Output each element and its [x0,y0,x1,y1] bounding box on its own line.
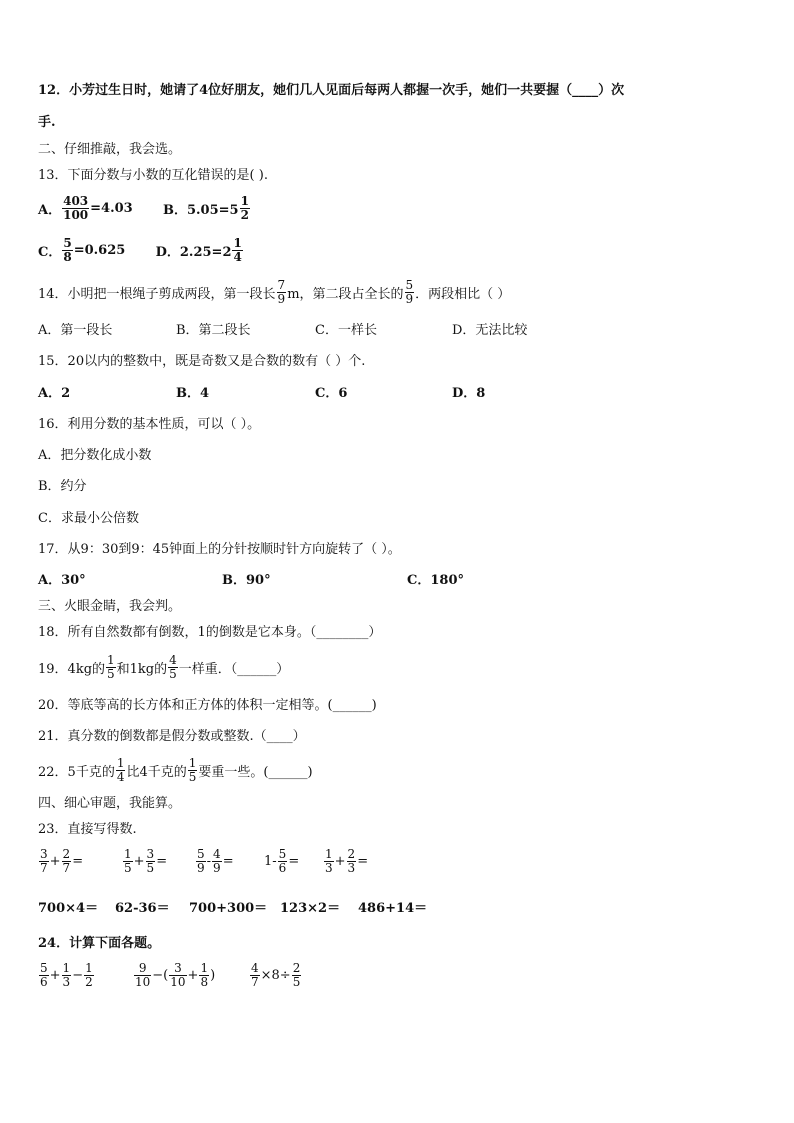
q13-option-b[interactable]: B．5.05=5 $\frac{1}{2}$ [163,194,249,222]
question-15-stem: 15．20以内的整数中，既是奇数又是合数的数有（ ）个. [38,354,366,369]
section-2-title: 二、仔细推敲，我会选。 [38,142,182,157]
q23-expr-4: 1- $\frac{5}{6}$ = [264,847,300,875]
q13-option-a[interactable]: A． $\frac{403}{100}$ =4.03 [38,194,133,222]
q17-option-a[interactable]: A．30° [38,573,86,588]
question-13-options-ab [38,195,251,222]
q14-option-b[interactable]: B．第二段长 [176,323,251,338]
q15-option-b[interactable]: B．4 [176,386,210,401]
q23-calc-5: 486+14＝ [358,901,428,916]
q16-option-b[interactable]: B．约分 [38,479,87,494]
q24-expr-1: $\frac{5}{6}$ + $\frac{1}{3}$ − $\frac{1}{2}$ [40,961,93,989]
q23-calc-2: 62-36＝ [115,901,170,916]
fraction: $\frac{1}{3}$ [62,961,71,989]
q17-option-c[interactable]: C．180° [407,573,464,588]
question-20: 20．等底等高的长方体和正方体的体积一定相等。(______) [38,698,377,713]
fraction: $\frac{1}{2}$ [240,194,249,222]
question-24-stem: 24．计算下面各题。 [38,936,161,951]
fraction: $\frac{1}{4}$ [233,236,242,264]
q13-option-c[interactable]: C． $\frac{5}{8}$ =0.625 [38,236,126,264]
question-13-stem: 13．下面分数与小数的互化错误的是( ). [38,168,268,183]
question-14-stem: 14．小明把一根绳子剪成两段，第一段长 $\frac{7}{9}$ m，第二段占全长的 $\frac{5}{9}$ ．两段相比（ ） [38,278,511,306]
fraction: $\frac{4}{5}$ [169,653,177,681]
question-22: 22．5千克的 $\frac{1}{4}$ 比4千克的 $\frac{1}{5}$ 要重一些。(______) [38,756,313,784]
fraction: $\frac{3}{10}$ [170,961,186,989]
q15-option-d[interactable]: D．8 [452,386,486,401]
question-21: 21．真分数的倒数都是假分数或整数.（____） [38,729,306,744]
fraction: $\frac{1}{2}$ [85,961,93,989]
fraction: $\frac{9}{10}$ [135,961,151,989]
q14-option-a[interactable]: A．第一段长 [38,323,113,338]
question-19: 19．4kg的 $\frac{1}{5}$ 和1kg的 $\frac{4}{5}$ 一样重．（______） [38,653,290,681]
q23-calc-4: 123×2＝ [280,901,341,916]
q14-option-d[interactable]: D．无法比较 [452,323,528,338]
fraction: $\frac{3}{5}$ [146,847,155,875]
question-13-options-cd [38,237,244,264]
q14-option-c[interactable]: C．一样长 [315,323,377,338]
fraction: $\frac{2}{7}$ [62,847,71,875]
q24-expr-3: $\frac{4}{7}$ ×8÷ $\frac{2}{5}$ [251,961,301,989]
question-12-continued: 手. [38,115,56,130]
q15-option-a[interactable]: A．2 [38,386,71,401]
fraction: $\frac{403}{100}$ [63,194,89,222]
fraction: $\frac{5}{6}$ [40,961,48,989]
question-12: 12．小芳过生日时，她请了4位好朋友，她们几人见面后每两人都握一次手，她们一共要握（____）次 [38,83,625,98]
fraction: $\frac{5}{9}$ [197,847,205,875]
fraction: $\frac{3}{7}$ [40,847,48,875]
q23-expr-1: $\frac{3}{7}$ + $\frac{2}{7}$ = [40,847,84,875]
fraction: $\frac{1}{5}$ [124,847,132,875]
q16-option-c[interactable]: C．求最小公倍数 [38,511,139,526]
q15-option-c[interactable]: C．6 [315,386,348,401]
question-23-stem: 23．直接写得数. [38,822,137,837]
section-4-title: 四、细心审题，我能算。 [38,796,182,811]
q23-expr-2: $\frac{1}{5}$ + $\frac{3}{5}$ = [124,847,168,875]
fraction: $\frac{1}{8}$ [200,961,209,989]
fraction: $\frac{1}{5}$ [188,756,197,784]
fraction: $\frac{5}{8}$ [63,236,72,264]
q23-expr-5: $\frac{1}{3}$ + $\frac{2}{3}$ = [325,847,369,875]
q23-expr-3: $\frac{5}{9}$ - $\frac{4}{9}$ = [197,847,234,875]
q24-expr-2: $\frac{9}{10}$ −( $\frac{3}{10}$ + $\frac{1}{8}$ ) [135,961,216,989]
q23-calc-3: 700+300＝ [189,901,268,916]
question-17-stem: 17．从9：30到9：45钟面上的分针按顺时针方向旋转了（ ）。 [38,542,401,557]
fraction: $\frac{2}{5}$ [292,961,301,989]
fraction: $\frac{7}{9}$ [277,278,286,306]
fraction: $\frac{4}{9}$ [213,847,221,875]
fraction: $\frac{4}{7}$ [251,961,259,989]
q23-calc-1: 700×4＝ [38,901,99,916]
q17-option-b[interactable]: B．90° [222,573,271,588]
fraction: $\frac{1}{5}$ [107,653,115,681]
question-18: 18．所有自然数都有倒数，1的倒数是它本身。（________） [38,625,382,640]
fraction: $\frac{5}{6}$ [278,847,287,875]
fraction: $\frac{1}{3}$ [325,847,333,875]
q16-option-a[interactable]: A．把分数化成小数 [38,448,152,463]
fraction: $\frac{2}{3}$ [347,847,356,875]
fraction: $\frac{1}{4}$ [116,756,125,784]
fraction: $\frac{5}{9}$ [405,278,414,306]
question-16-stem: 16．利用分数的基本性质，可以（ ）。 [38,417,261,432]
q13-option-d[interactable]: D．2.25=2 $\frac{1}{4}$ [155,236,242,264]
section-3-title: 三、火眼金睛，我会判。 [38,599,182,614]
